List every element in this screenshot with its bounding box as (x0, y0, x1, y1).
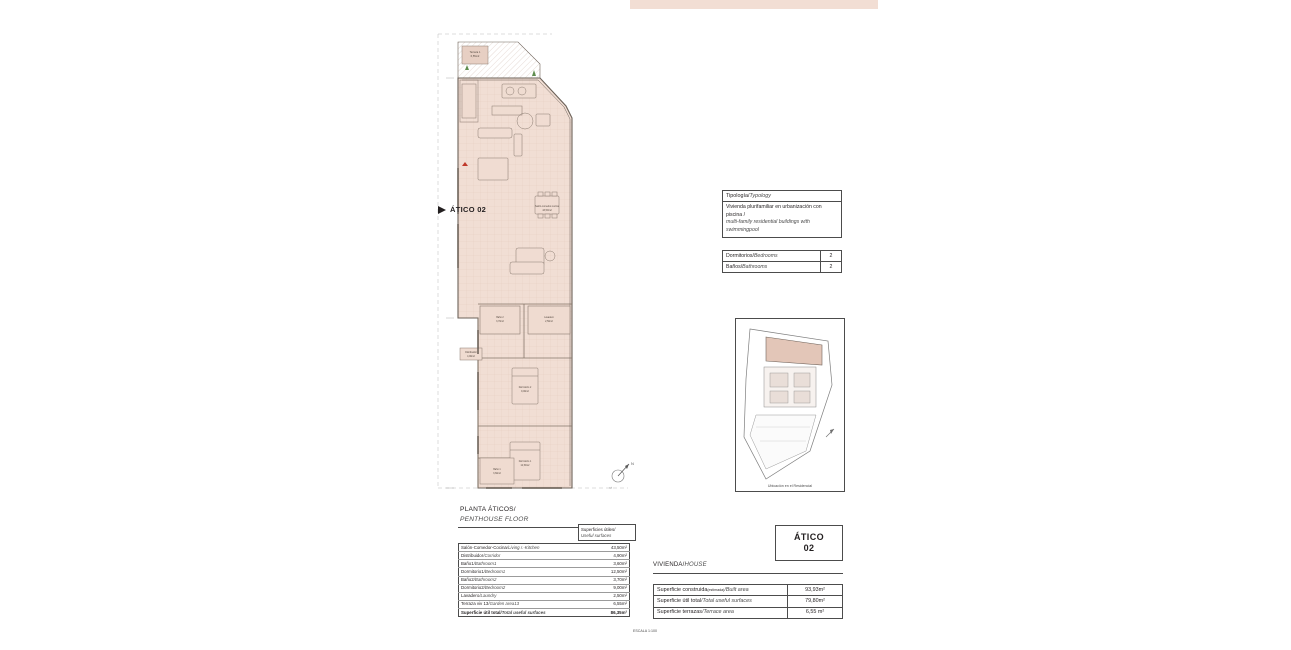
terrace-area-label: Superficie terrazas/Terrace area (654, 607, 788, 618)
table-row (459, 560, 630, 568)
row-label: Terraza viv 13/Garden area13 (459, 600, 586, 608)
svg-text:Dormitorio 2: Dormitorio 2 (518, 387, 532, 389)
row-label: Baño2/Bathroom2 (459, 576, 586, 584)
svg-text:S: S (609, 486, 613, 489)
svg-text:N: N (631, 461, 634, 466)
row-value: 2,50m² (585, 592, 630, 600)
svg-text:Dormitorio 1: Dormitorio 1 (518, 461, 532, 463)
useful-area-label: Superficie útil total/Total useful surfaces (654, 596, 788, 607)
row-label: Salón-Comedor-Cocina/Living r.-Kitchen (459, 544, 586, 552)
unit-plan-marker: ÁTICO 02 (438, 205, 486, 214)
table-row (654, 596, 843, 607)
table-row (459, 576, 630, 584)
useful-surfaces-header: Superficies útiles/ Useful surfaces (578, 524, 636, 541)
north-compass (604, 458, 638, 492)
svg-text:9,00m2: 9,00m2 (521, 391, 529, 393)
bathrooms-label: Baños/Bathrooms (723, 262, 821, 273)
rooms-count-table (722, 250, 842, 273)
row-value: 3,60m² (585, 560, 630, 568)
row-label: Dormitorio2/Bedroom2 (459, 584, 586, 592)
table-row (459, 592, 630, 600)
svg-text:43,50m2: 43,50m2 (542, 209, 552, 212)
built-area-label: Superficie construida(estimada)/Built area (654, 585, 788, 596)
row-value: 43,50m² (585, 544, 630, 552)
top-color-band (630, 0, 878, 9)
row-label: Baño1/Bathroom1 (459, 560, 586, 568)
svg-text:Terraza 1: Terraza 1 (469, 51, 481, 54)
scale-note: ESCALA 1:100 (633, 629, 657, 633)
svg-text:2,50m2: 2,50m2 (545, 321, 553, 323)
built-area-value: 93,93m² (788, 585, 843, 596)
typology-value: Vivienda plurifamiliar en urbanización con piscina / multi-family residential buildings with swimmingpool (726, 204, 822, 233)
bedrooms-value: 2 (821, 251, 842, 262)
plan-title: PLANTA ÁTICOS/ PENTHOUSE FLOOR (460, 506, 529, 523)
house-label-rule (653, 573, 843, 574)
row-value: 6,55m² (585, 600, 630, 608)
bedrooms-label: Dormitorios/Bedrooms (723, 251, 821, 262)
terrace-area-value: 6,55 m² (788, 607, 843, 618)
row-value: 9,00m² (585, 584, 630, 592)
unit-number-label: 02 (803, 543, 815, 553)
svg-text:4,90m2: 4,90m2 (467, 356, 475, 358)
surfaces-summary-table (653, 584, 843, 619)
arrow-icon (438, 206, 446, 214)
typology-header: Tipología/Typology (723, 191, 842, 202)
row-label: Dormitorio1/Bedroom1 (459, 568, 586, 576)
row-label: Lavadero/Laundry (459, 592, 586, 600)
table-row-total (459, 609, 630, 617)
table-row (459, 544, 630, 552)
typology-table (722, 190, 842, 238)
bathrooms-value: 2 (821, 262, 842, 273)
row-label: Superficie útil total/Total useful surfaces (461, 609, 546, 615)
table-row (459, 600, 630, 608)
table-row (459, 552, 630, 560)
svg-text:Salón-comedor-cocina: Salón-comedor-cocina (535, 205, 559, 208)
floor-plan-drawing (432, 18, 647, 508)
row-label: Distribuidor/Corridor (459, 552, 586, 560)
table-row (654, 585, 843, 596)
room-surfaces-table (458, 543, 630, 617)
table-row (459, 568, 630, 576)
unit-type-label: ÁTICO (794, 531, 824, 542)
table-row (459, 584, 630, 592)
unit-id-box (775, 525, 843, 561)
row-value: 86,35m² (610, 609, 627, 615)
svg-text:3,60m2: 3,60m2 (493, 473, 501, 475)
useful-area-value: 79,80m² (788, 596, 843, 607)
row-value: 3,70m² (585, 576, 630, 584)
svg-text:Baño 2: Baño 2 (496, 317, 504, 319)
locator-caption: Ubicación en el Residencial (767, 484, 813, 488)
svg-text:Lavadero: Lavadero (544, 317, 554, 319)
row-value: 4,90m² (585, 552, 630, 560)
house-label: VIVIENDA/HOUSE (653, 562, 707, 568)
table-row (723, 251, 842, 262)
svg-text:12,50m2: 12,50m2 (520, 465, 530, 467)
site-locator-map (735, 318, 845, 492)
svg-text:6,55m2: 6,55m2 (470, 55, 480, 58)
svg-text:Distribuidor: Distribuidor (465, 352, 477, 354)
table-row (723, 262, 842, 273)
svg-text:3,70m2: 3,70m2 (496, 321, 504, 323)
table-row (654, 607, 843, 618)
svg-text:Baño 1: Baño 1 (493, 469, 501, 471)
row-value: 12,50m² (585, 568, 630, 576)
